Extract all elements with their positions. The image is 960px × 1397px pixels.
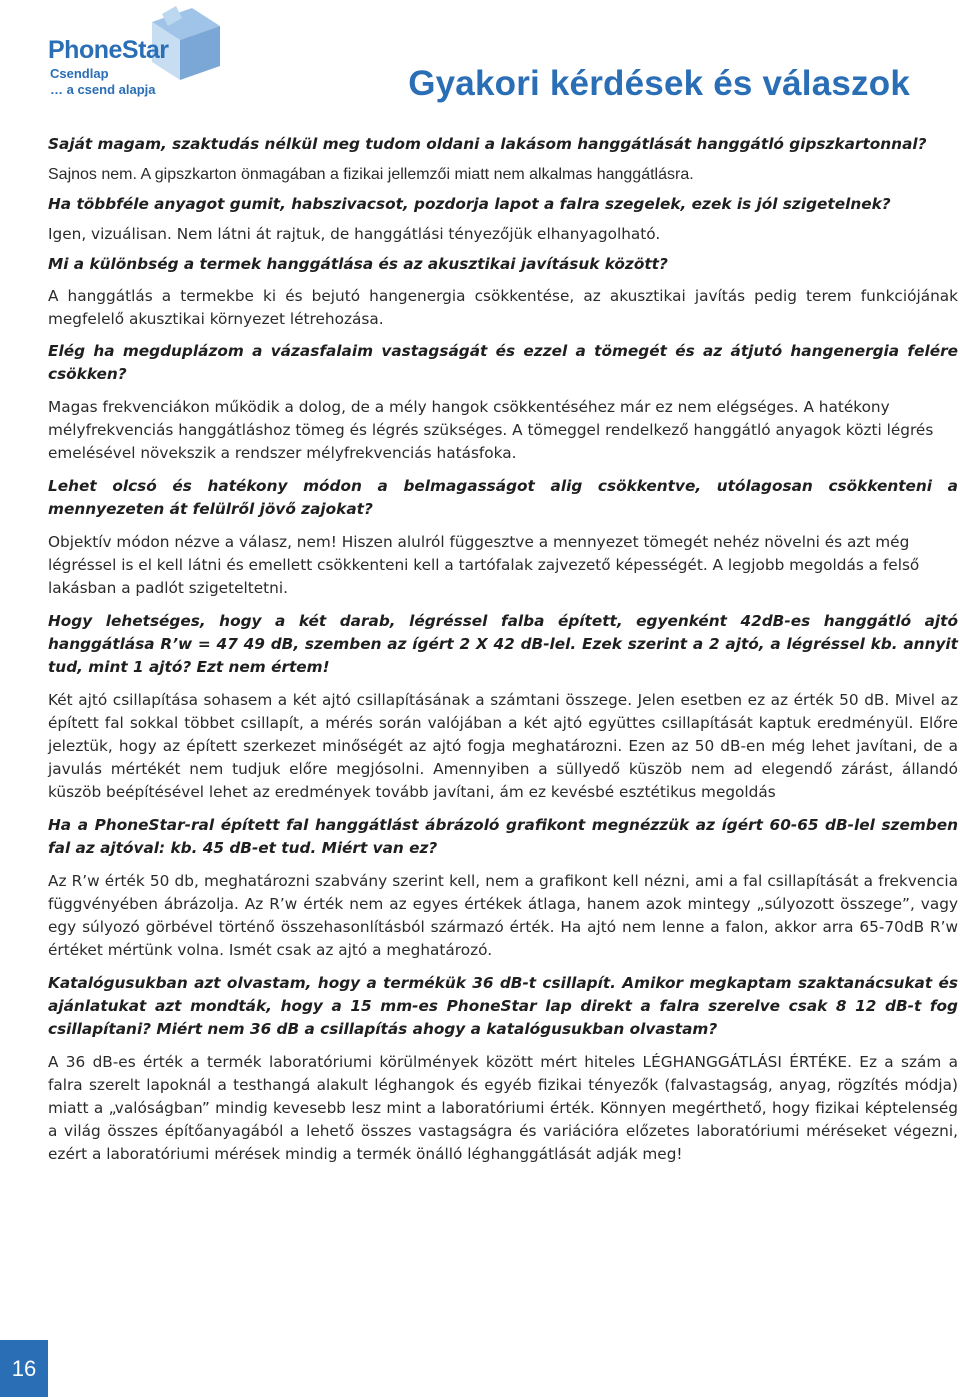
faq-answer-8: A 36 dB-es érték a termék laboratóriumi körülmények között mért hiteles LÉGHANGGÁTLÁSI ÉRTÉKE. Ez a szám a falra szerelt lapoknál a testhangá alakult léghangok és egyéb fizikai tényezők (falvastagság, anyag, rögzítés módja) miatt a „valóságban” mindig kevesebb lesz mint a laboratóriumi érték. Könnyen megérthető, hogy fizikai képtelenség a világ összes építőanyagából a lehető összes vastagságra és variációra előzetes laboratóriumi méréseket végezni, ezért a laboratóriumi mérések mindig a termék önálló léghanggátlását adják meg! <box>48 1053 958 1163</box>
faq-question-5: Lehet olcsó és hatékony módon a belmagasságot alig csökkentve, utólagosan csökkenteni a mennyezeten át felülről jövő zajokat? <box>48 477 958 518</box>
faq-question-8: Katalógusukban azt olvastam, hogy a termékük 36 dB-t csillapít. Amikor megkaptam szaktanácsukat és ajánlatukat azt mondták, hogy a 15 mm-es PhoneStar lap direkt a falra szerelve csak 8 12 dB-t fog csillapítani? Miért nem 36 dB a csillapítás ahogy a katalógusukban olvastam? <box>48 974 958 1038</box>
brand-name: PhoneStar <box>48 36 169 64</box>
faq-answer-5: Objektív módon nézve a válasz, nem! Hiszen alulról függesztve a mennyezet tömegét nehéz növelni és azt még légréssel is el kell látni és emellett csökkenteni kell a tartófalak zajvezető képességét. A legjobb megoldás a felső lakásban a padlót szigeteltetni. <box>48 533 920 597</box>
faq-question-4: Elég ha megduplázom a vázasfalaim vastagságát és ezzel a tömegét és az átjutó hangenergia felére csökken? <box>48 342 958 383</box>
faq-question-3: Mi a különbség a termek hanggátlása és az akusztikai javításuk között? <box>48 255 668 273</box>
faq-question-2: Ha többféle anyagot gumit, habszivacsot, pozdorja lapot a falra szegelek, ezek is jól szigetelnek? <box>48 195 891 213</box>
brand-tagline-1: Csendlap <box>50 66 109 81</box>
page-title: Gyakori kérdések és válaszok <box>408 64 910 103</box>
faq-list <box>48 133 958 1166</box>
page-number: 16 <box>11 1355 37 1381</box>
faq-answer-2: Igen, vizuálisan. Nem látni át rajtuk, de hanggátlási tényezőjük elhanyagolható. <box>48 225 661 243</box>
faq-question-1: Saját magam, szaktudás nélkül meg tudom oldani a lakásom hanggátlását hanggátló gipszkartonnal? <box>48 135 927 153</box>
brand-tagline-2: … a csend alapja <box>50 82 156 97</box>
faq-answer-4: Magas frekvenciákon működik a dolog, de a mély hangok csökkentéséhez már ez nem elégséges. A hatékony mélyfrekvenciás hanggátláshoz tömeg és légrés szükséges. A tömeggel rendelkező hanggátló anyagok közti légrés emelésével növekszik a rendszer mélyfrekvenciás hatásfoka. <box>48 398 934 462</box>
faq-question-6: Hogy lehetséges, hogy a két darab, légréssel falba épített, egyenként 42dB-es hanggátló ajtó hanggátlása R’w = 47 49 dB, szemben az ígért 2 X 42 dB-lel. Ezek szerint a 2 ajtó, a légréssel kb. annyit tud, mint 1 ajtó? Ezt nem értem! <box>48 612 958 676</box>
faq-question-7: Ha a PhoneStar-ral épített fal hanggátlást ábrázoló grafikont megnézzük az ígért 60-65 dB-lel szemben fal az ajtóval: kb. 45 dB-et tud. Miért van ez? <box>48 816 958 857</box>
faq-answer-6: Két ajtó csillapítása sohasem a két ajtó csillapításának a számtani összege. Jelen esetben ez az érték 50 dB. Mivel az épített fal sokkal többet csillapít, a mérés során valójában a két ajtó együttes csillapítását kaptuk eredményül. Előre jeleztük, hogy az épített szerkezet minőségét az ajtó fogja meghatározni. Ezen az 50 dB-en még lehet javítani, de a javulás mértékét nem tudjuk előre megjósolni. Amennyiben a süllyedő küszöb nem ad elegendő zárást, állandó küszöb beépítésével lehet az eredmények tovább javítani, ám ez kevésbé esztétikus megoldás <box>48 691 958 801</box>
faq-answer-7: Az R’w érték 50 db, meghatározni szabvány szerint kell, nem a grafikont kell nézni, ami a fal csillapítását a frekvencia függvényében ábrázolja. Az R’w érték nem az egyes értékek átlaga, hanem azok mintegy „súlyozott összege”, vagy egy súlyozó görbével történő összehasonlításból származó érték. Ha ajtó nem lenne a falon, akkor arra 65-70dB R’w értéket mértünk volna. Ismét csak az ajtó a meghatározó. <box>48 872 958 959</box>
page-number-tab <box>0 1340 48 1397</box>
faq-answer-1: Sajnos nem. A gipszkarton önmagában a fizikai jellemzői miatt nem alkalmas hanggátlásra. <box>48 166 694 183</box>
faq-answer-3: A hanggátlás a termekbe ki és bejutó hangenergia csökkentése, az akusztikai javítás pedig terem funkciójának megfelelő akusztikai környezet létrehozása. <box>48 287 958 328</box>
